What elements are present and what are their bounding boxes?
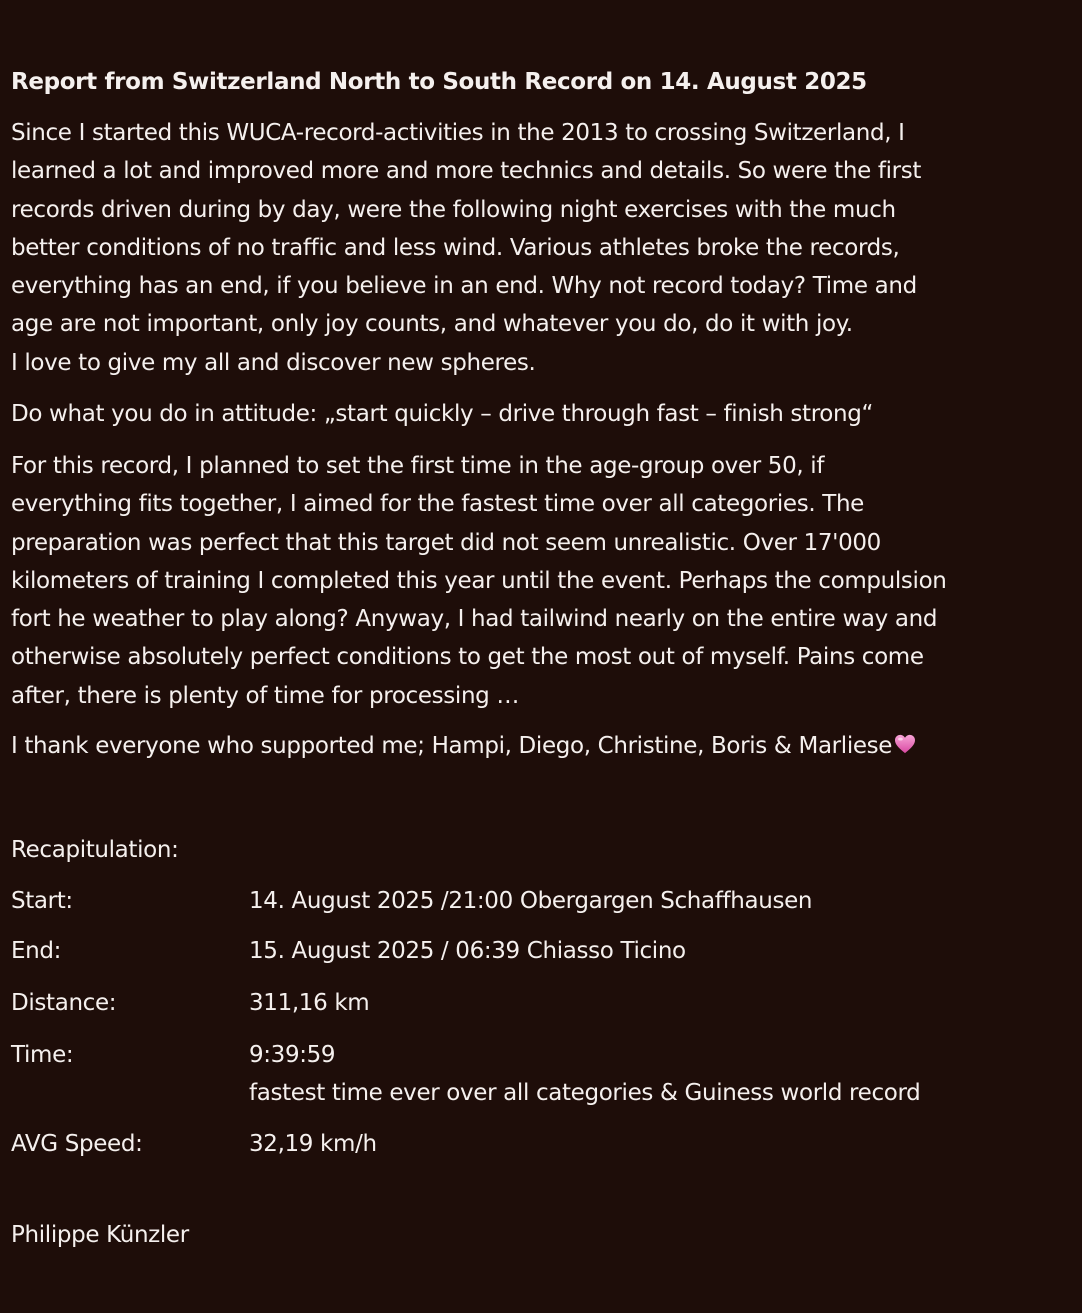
avg-speed-value: 32,19 km/h	[249, 1131, 377, 1157]
avg-speed-label: AVG Speed:	[11, 1131, 143, 1157]
attitude-paragraph: Do what you do in attitude: „start quickly – drive through fast – finish strong“	[11, 401, 874, 427]
time-value: 9:39:59	[249, 1042, 336, 1068]
distance-value: 311,16 km	[249, 990, 370, 1016]
recap-heading: Recapitulation:	[11, 837, 179, 863]
report-title: Report from Switzerland North to South Record on 14. August 2025	[11, 69, 867, 95]
distance-label: Distance:	[11, 990, 117, 1016]
end-value: 15. August 2025 / 06:39 Chiasso Ticino	[249, 938, 686, 964]
end-label: End:	[11, 938, 62, 964]
start-value: 14. August 2025 /21:00 Obergargen Schaffhausen	[249, 888, 813, 914]
time-label: Time:	[11, 1042, 74, 1068]
thanks-paragraph	[11, 727, 916, 765]
pink-heart-icon	[894, 734, 916, 754]
thanks-text: I thank everyone who supported me; Hampi, Diego, Christine, Boris & Marliese	[11, 733, 893, 759]
author-signature: Philippe Künzler	[11, 1222, 189, 1248]
record-plan-paragraph: For this record, I planned to set the first time in the age-group over 50, if everything fits together, I aimed for the fastest time over all categories. The preparation was perfect that this target did not seem unrealistic. Over 17'000 kilometers of training I completed this year until the event. Perhaps the compulsion fort he weather to play along? Anyway, I had tailwind nearly on the entire way and otherwise absolutely perfect conditions to get the most out of myself. Pains come after, there is plenty of time for processing …	[11, 453, 947, 709]
start-label: Start:	[11, 888, 73, 914]
intro-paragraph: Since I started this WUCA-record-activities in the 2013 to crossing Switzerland, I learned a lot and improved more and more technics and details. So were the first records driven during by day, were the following night exercises with the much better conditions of no traffic and less wind. Various athletes broke the records, everything has an end, if you believe in an end. Why not record today? Time and age are not important, only joy counts, and whatever you do, do it with joy. I love to give my all and discover new spheres.	[11, 120, 922, 376]
time-note: fastest time ever over all categories & Guiness world record	[249, 1080, 921, 1106]
